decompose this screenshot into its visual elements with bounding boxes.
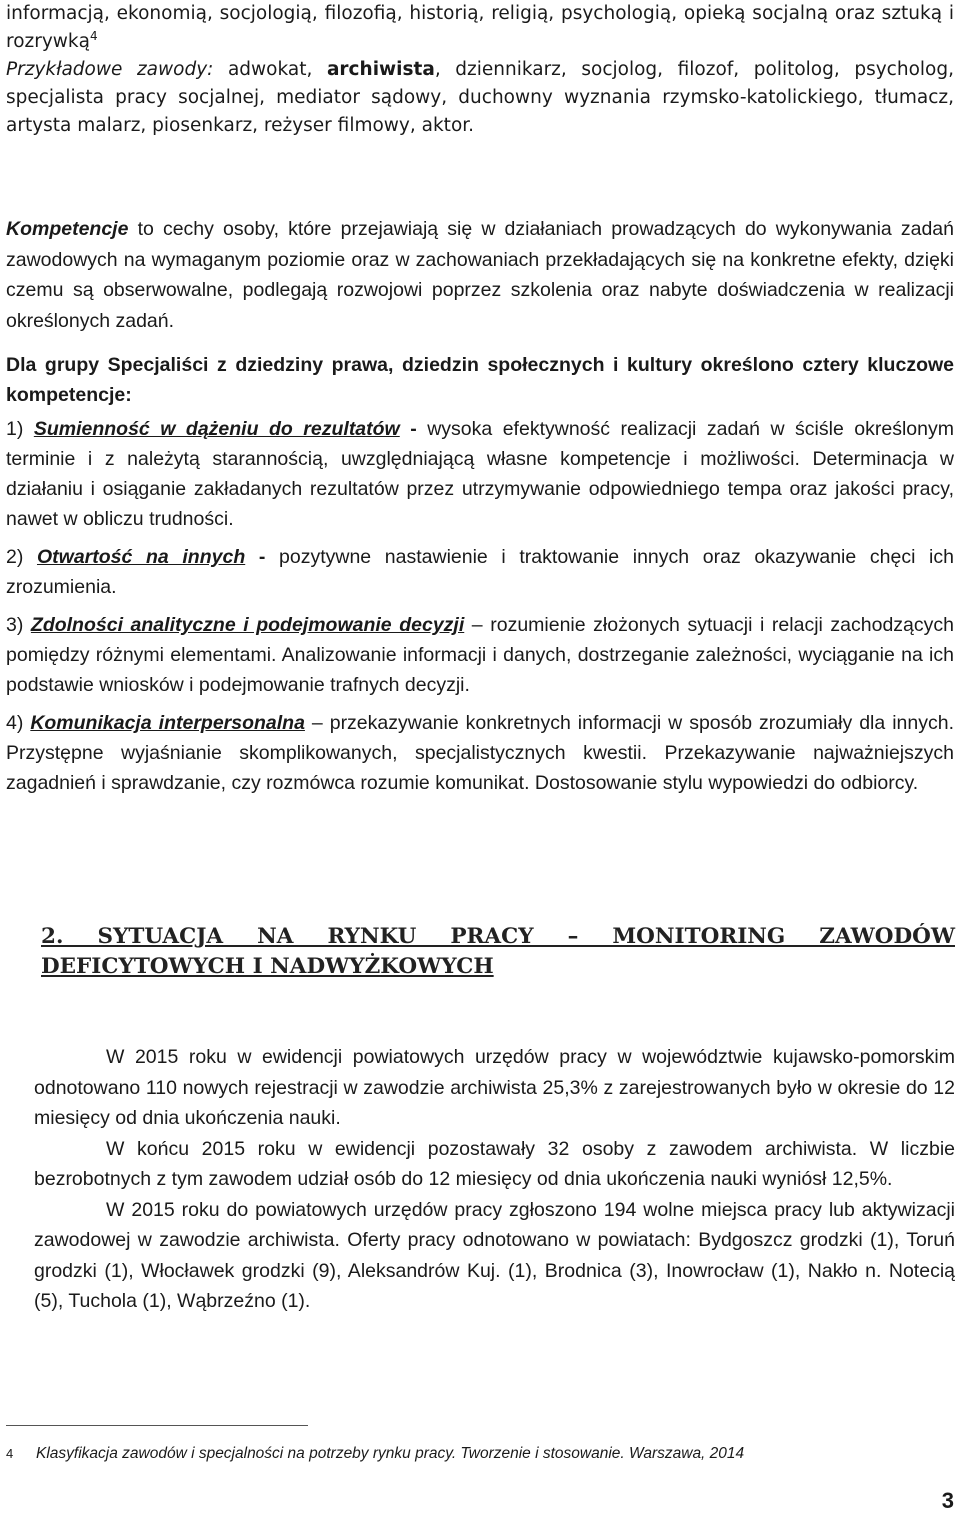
example-label: Przykładowe zawody:: [6, 59, 214, 80]
footnote: [6, 1444, 744, 1464]
item-separator: -: [399, 418, 428, 440]
paragraph-job-offers: W 2015 roku do powiatowych urzędów pracy zgłoszono 194 wolne miejsca pracy lub aktywizacji zawodowej w zawodzie archiwista. Oferty pracy odnotowano w powiatach: Bydgoszcz grodzki (1), Toruń grodzki (1), Włocławek grodzki (9), Aleksandrów Kuj. (1), Brodnica (3), Inowrocław (1), Nakło n. Notecią (5), Tuchola (1), Wąbrzeźno (1).: [34, 1198, 955, 1312]
competence-item-3: [6, 610, 954, 700]
footnote-number: 4: [6, 1446, 14, 1461]
footnote-text: Klasyfikacja zawodów i specjalności na potrzeby rynku pracy. Tworzenie i stosowanie. Warszawa, 2014: [36, 1445, 745, 1462]
competence-title: Zdolności analityczne i podejmowanie decyzji: [30, 614, 465, 636]
competence-text: wysoka efektywność realizacji zadań w ściśle określonym terminie i z należytą starannością, uwzględniającą własne kompetencje i możliwości. Determinacja w działaniu i osiąganie zakładanych rezultatów przez utrzymywanie odpowiedniego tempa oraz jakości pracy, nawet w obliczu trudności.: [6, 418, 954, 530]
item-number: 4): [6, 712, 31, 734]
intro-paragraph: [6, 0, 954, 140]
item-separator: –: [304, 712, 330, 734]
competence-title: Otwartość na innych: [36, 546, 246, 568]
competence-text: przekazywanie konkretnych informacji w sposób zrozumiały dla innych. Przystępne wyjaśnianie skomplikowanych, specjalistycznych kwestii. Przekazywanie najważniejszych zagadnień i sprawdzanie, czy rozmówca rozumie komunikat. Dostosowanie stylu wypowiedzi do odbiorcy.: [6, 712, 954, 794]
competence-list: [6, 414, 954, 806]
item-number: 3): [6, 614, 31, 636]
footnote-ref[interactable]: 4: [89, 28, 98, 43]
footnote-divider: [6, 1425, 308, 1426]
paragraph-registrations: W 2015 roku w ewidencji powiatowych urzędów pracy w województwie kujawsko-pomorskim odnotowano 110 nowych rejestracji w zawodzie archiwista 25,3% z zarejestrowanych było w okresie do 12 miesięcy od dnia ukończenia nauki.: [34, 1046, 955, 1129]
item-number: 2): [6, 546, 37, 568]
page-number: 3: [941, 1488, 954, 1513]
competence-title: Komunikacja interpersonalna: [30, 712, 305, 734]
competence-text: pozytywne nastawienie i traktowanie innych oraz okazywanie chęci ich zrozumienia.: [6, 546, 954, 598]
competence-item-2: [6, 542, 954, 602]
section-heading: 2. SYTUACJA NA RYNKU PRACY – MONITORING ZAWODÓW DEFICYTOWYCH I NADWYŻKOWYCH: [41, 924, 955, 979]
paragraph-unemployed: W końcu 2015 roku w ewidencji pozostawały 32 osoby z zawodem archiwista. W liczbie bezrobotnych z tym zawodem udział osób do 12 miesięcy od dnia ukończenia nauki wyniósł 12,5%.: [34, 1137, 955, 1190]
item-number: 1): [6, 418, 34, 440]
competences-term: Kompetencje: [6, 218, 129, 240]
group-heading: Dla grupy Specjaliści z dziedziny prawa, dziedzin społecznych i kultury określono cztery kluczowe kompetencje:: [6, 354, 954, 406]
competences-text: to cechy osoby, które przejawiają się w działaniach prowadzących do wykonywania zadań zawodowych na wymaganym poziomie oraz w zachowaniach przekładających się na konkretne efekty, dzięki czemu są obserwowalne, podlegają rozwojowi poprzez szkolenia oraz nabyte doświadczenia w realizacji określonych zadań.: [6, 218, 954, 332]
intro-text: informacją, ekonomią, socjologią, filozofią, historią, religią, psychologią, opieką socjalną oraz sztuką i rozrywką: [6, 3, 954, 52]
example-text-pre: adwokat,: [213, 59, 327, 80]
example-bold: archiwista: [326, 59, 435, 80]
competence-title: Sumienność w dążeniu do rezultatów: [33, 418, 400, 440]
competence-item-4: [6, 708, 954, 798]
labor-market-section: [34, 1042, 955, 1317]
item-separator: -: [245, 546, 280, 568]
competences-definition: [6, 214, 954, 336]
competence-text: rozumienie złożonych sytuacji i relacji zachodzących pomiędzy różnymi elementami. Analizowanie informacji i danych, dostrzeganie zależności, wyciąganie na ich podstawie wniosków i podejmowanie trafnych decyzji.: [6, 614, 954, 696]
competence-item-1: [6, 414, 954, 534]
example-text-post: , dziennikarz, socjolog, filozof, politolog, psycholog, specjalista pracy socjalnej, mediator sądowy, duchowny wyznania rzymsko-katolickiego, tłumacz, artysta malarz, piosenkarz, reżyser filmowy, aktor.: [6, 59, 954, 136]
item-separator: –: [464, 614, 491, 636]
